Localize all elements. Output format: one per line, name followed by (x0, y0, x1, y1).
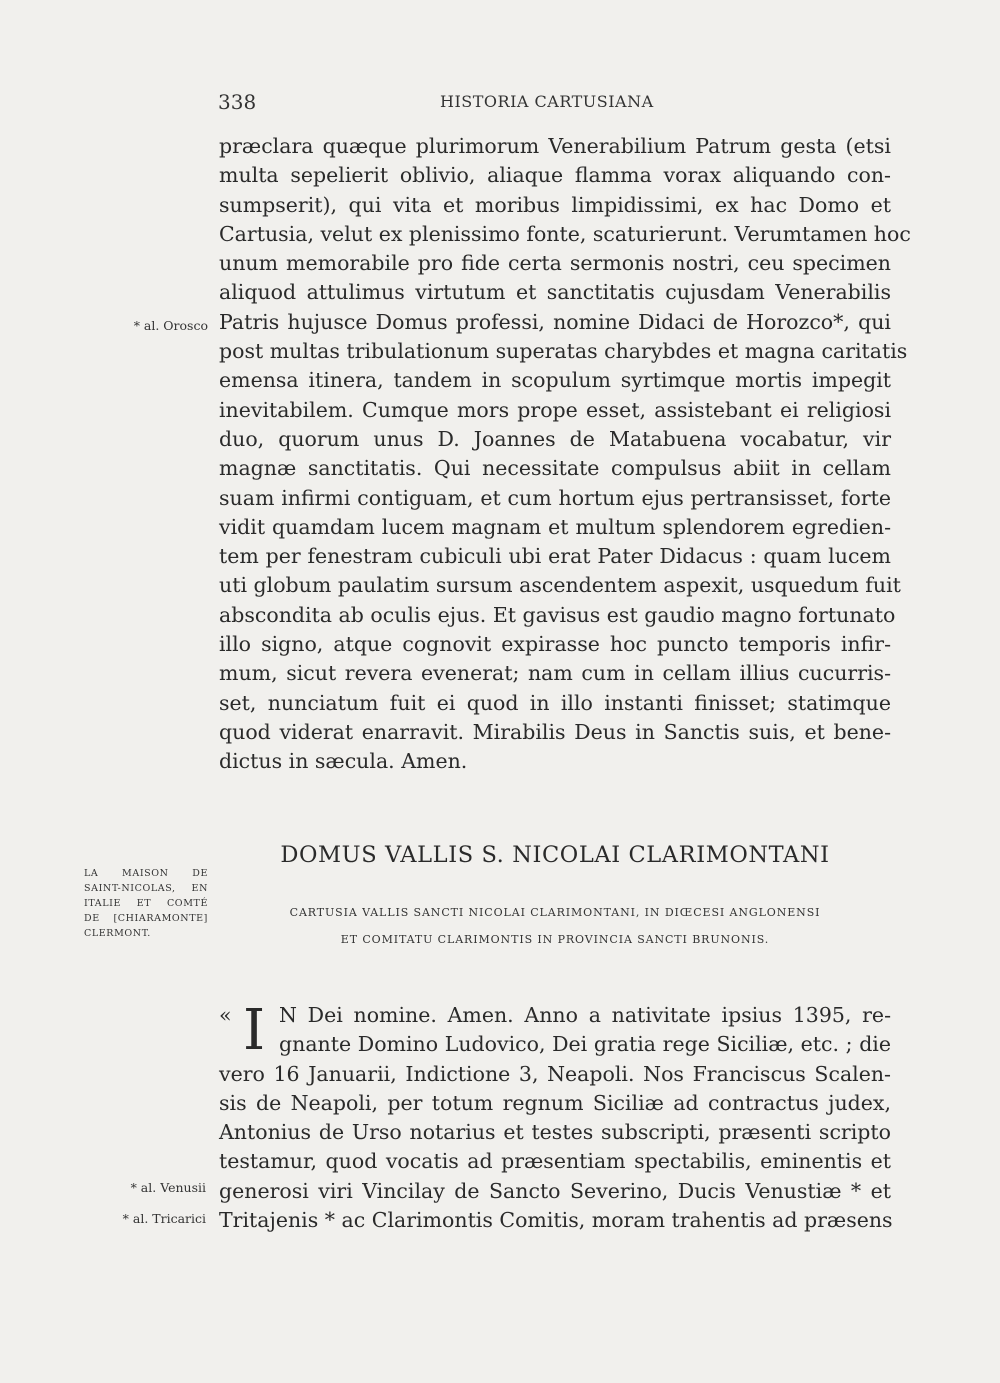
text-line: vidit quamdam lucem magnam et multum splendorem egredien- (219, 514, 891, 539)
text-line: tem per fenestram cubiculi ubi erat Pater Didacus : quam lucem (219, 544, 891, 569)
running-title: HISTORIA CARTUSIANA (440, 92, 654, 111)
text-line: Cartusia, velut ex plenissimo fonte, scaturierunt. Verumtamen hoc (219, 221, 911, 246)
text-line: set, nunciatum fuit ei quod in illo instanti finisset; statimque (219, 690, 891, 715)
text-line: magnæ sanctitatis. Qui necessitate compulsus abiit in cellam (219, 456, 891, 481)
text-line: sis de Neapoli, per totum regnum Siciliæ ad contractus judex, (219, 1090, 891, 1115)
side-heading-line: CLERMONT. (84, 928, 151, 939)
section-subtitle-line-1: CARTUSIA VALLIS SANCTI NICOLAI CLARIMONTANI, IN DIŒCESI ANGLONENSI (289, 906, 821, 919)
paragraph-2 (219, 998, 893, 1235)
text-line: vero 16 Januarii, Indictione 3, Neapoli. Nos Franciscus Scalen- (219, 1061, 891, 1086)
text-line: suam infirmi contiguam, et cum hortum ejus pertransisset, forte (219, 485, 891, 510)
text-line: abscondita ab oculis ejus. Et gavisus est gaudio magno fortunato (219, 602, 896, 627)
paragraph-1 (219, 132, 911, 777)
text-line: Tritajenis * ac Clarimontis Comitis, moram trahentis ad præsens (219, 1208, 893, 1233)
text-line: præclara quæque plurimorum Venerabilium Patrum gesta (etsi (219, 134, 891, 158)
margin-note-venusii: * al. Venusii (130, 1180, 206, 1195)
text-line: unum memorabile pro fide certa sermonis nostri, ceu specimen (219, 251, 891, 276)
text-line: duo, quorum unus D. Joannes de Matabuena vocabatur, vir (219, 426, 891, 451)
text-line: mum, sicut revera evenerat; nam cum in cellam illius cucurris- (219, 661, 891, 686)
margin-note-orosco: * al. Orosco (133, 318, 208, 333)
text-line: illo signo, atque cognovit expirasse hoc puncto temporis infir- (219, 632, 891, 657)
text-line: multa sepelierit oblivio, aliaque flamma vorax aliquando con- (219, 163, 891, 188)
text-line: inevitabilem. Cumque mors prope esset, assistebant ei religiosi (219, 397, 891, 422)
text-line: generosi viri Vincilay de Sancto Severino, Ducis Venustiæ * et (219, 1178, 891, 1203)
margin-note-tricarici: * al. Tricarici (122, 1211, 206, 1226)
text-line: emensa itinera, tandem in scopulum syrtimque mortis impegit (219, 368, 891, 393)
opening-quote: « (219, 1003, 232, 1027)
section-subtitle-line-2: ET COMITATU CLARIMONTIS IN PROVINCIA SANCTI BRUNONIS. (340, 933, 770, 946)
section-title: DOMUS VALLIS S. NICOLAI CLARIMONTANI (280, 842, 830, 868)
text-line: sumpserit), qui vita et moribus limpidissimi, ex hac Domo et (219, 192, 891, 217)
text-line: Antonius de Urso notarius et testes subscripti, præsenti scripto (219, 1120, 891, 1145)
text-line: post multas tribulationum superatas charybdes et magna caritatis (219, 339, 908, 364)
text-line: testamur, quod vocatis ad præsentiam spectabilis, eminentis et (219, 1149, 891, 1174)
drop-cap: I (243, 998, 266, 1063)
page-number: 338 (218, 90, 257, 114)
text-line: dictus in sæcula. Amen. (219, 749, 468, 774)
side-heading (84, 866, 208, 941)
side-heading-line: SAINT-NICOLAS, EN (84, 883, 208, 894)
text-line: aliquod attulimus virtutum et sanctitatis cujusdam Venerabilis (219, 280, 891, 305)
text-line: uti globum paulatim sursum ascendentem aspexit, usquedum fuit (219, 573, 901, 598)
text-line: gnante Domino Ludovico, Dei gratia rege Siciliæ, etc. ; die (279, 1032, 891, 1057)
side-heading-line: DE [CHIARAMONTE] (84, 913, 208, 924)
side-heading-line: LA MAISON DE (84, 868, 208, 879)
text-line: quod viderat enarravit. Mirabilis Deus in Sanctis suis, et bene- (219, 719, 891, 744)
side-heading-line: ITALIE ET COMTÉ (84, 898, 208, 909)
text-line: Patris hujusce Domus professi, nomine Didaci de Horozco*, qui (219, 309, 891, 334)
text-line-content: N Dei nomine. Amen. Anno a nativitate ipsius 1395, re- (279, 1003, 891, 1027)
running-head (0, 90, 1000, 114)
